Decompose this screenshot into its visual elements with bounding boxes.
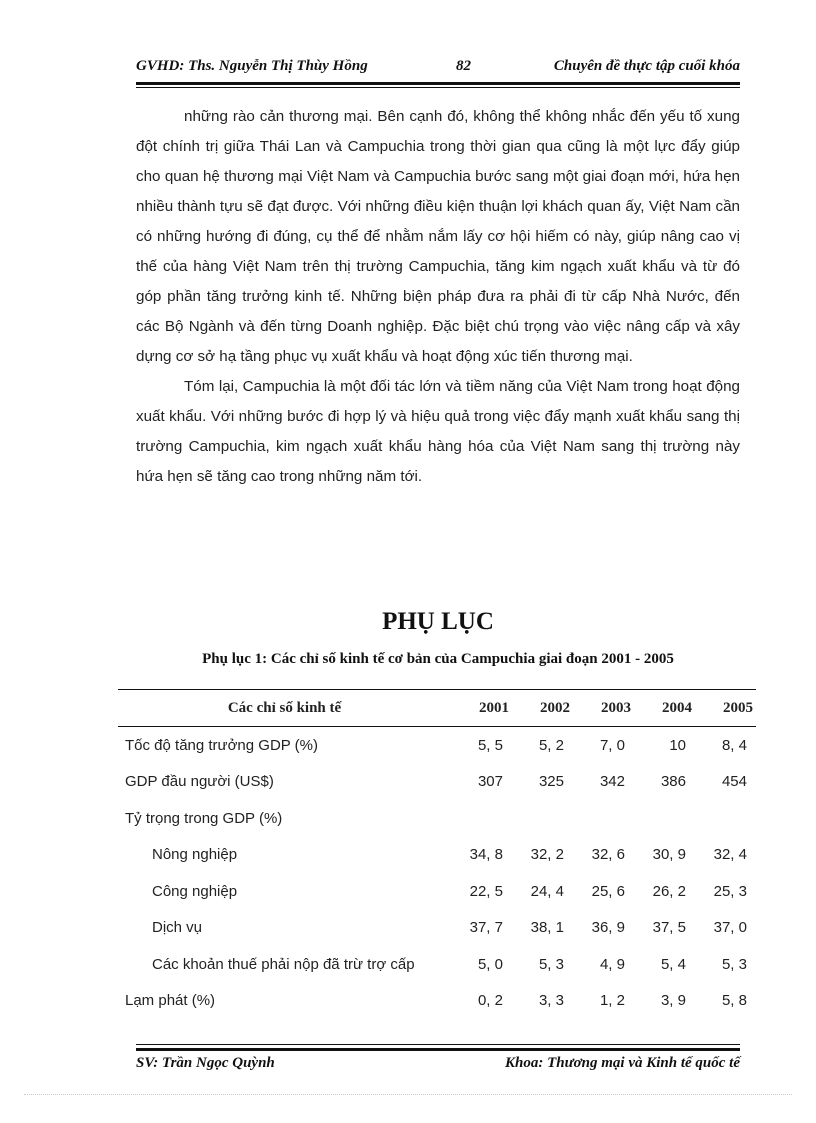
table-row: [118, 946, 756, 983]
table-cell: 38, 1: [530, 919, 564, 937]
table-cell: 325: [538, 773, 564, 791]
table-cell: [451, 800, 512, 837]
column-header-year: 2001: [451, 690, 512, 727]
table-cell: 37, 0: [713, 919, 747, 937]
table-cell: 5, 8: [721, 992, 747, 1010]
column-header-year: 2005: [695, 690, 756, 727]
header-rule-thin: [136, 87, 740, 88]
table-cell: 34, 8: [469, 846, 503, 864]
table-cell: 36, 9: [591, 919, 625, 937]
table-cell: 32, 4: [713, 846, 747, 864]
table-cell: 5, 0: [477, 955, 503, 973]
row-label: Tốc độ tăng trưởng GDP (%): [125, 736, 319, 754]
table-cell: [634, 800, 695, 837]
table-cell: 26, 2: [652, 882, 686, 900]
table-row: [118, 764, 756, 801]
row-label: GDP đầu người (US$): [125, 773, 274, 791]
table-row: [118, 837, 756, 874]
table-cell: 3, 3: [538, 992, 564, 1010]
table-row: [118, 800, 756, 837]
table-cell: 342: [599, 773, 625, 791]
table-cell: 4, 9: [599, 955, 625, 973]
footer-rule-thin: [136, 1044, 740, 1045]
table-cell: 5, 3: [721, 955, 747, 973]
table-cell: 32, 6: [591, 846, 625, 864]
economic-indicators-table: [118, 689, 756, 1019]
row-label: Nông nghiệp: [152, 846, 238, 864]
column-header-year: 2002: [512, 690, 573, 727]
table-cell: 5, 2: [538, 736, 564, 754]
appendix-title: PHỤ LỤC: [382, 608, 494, 635]
body-text: [136, 102, 740, 492]
table-cell: 32, 2: [530, 846, 564, 864]
row-label: Lạm phát (%): [125, 992, 216, 1010]
row-label: Các khoản thuế phải nộp đã trừ trợ cấp: [152, 955, 415, 973]
table-cell: 8, 4: [721, 736, 747, 754]
header-rule-thick: [136, 82, 740, 85]
table-cell: 25, 6: [591, 882, 625, 900]
table-cell: 5, 3: [538, 955, 564, 973]
footer-rule-thick: [136, 1048, 740, 1051]
row-label: Dịch vụ: [152, 919, 203, 937]
table-cell: 0, 2: [477, 992, 503, 1010]
footer-faculty: Khoa: Thương mại và Kinh tế quốc tế: [505, 1055, 740, 1071]
table-cell: 1, 2: [599, 992, 625, 1010]
table-cell: 25, 3: [713, 882, 747, 900]
row-label: Tỷ trọng trong GDP (%): [125, 809, 283, 827]
table-cell: 5, 4: [660, 955, 686, 973]
table-cell: 386: [660, 773, 686, 791]
table-cell: 10: [669, 736, 686, 754]
table-cell: 454: [721, 773, 747, 791]
table-cell: 307: [477, 773, 503, 791]
footer-student: SV: Trần Ngọc Quỳnh: [136, 1055, 275, 1071]
row-label: Công nghiệp: [152, 882, 238, 900]
appendix-subtitle: Phụ lục 1: Các chỉ số kinh tế cơ bản của Campuchia giai đoạn 2001 - 2005: [202, 651, 674, 667]
table-cell: 30, 9: [652, 846, 686, 864]
table-cell: [695, 800, 756, 837]
page-number: 82: [456, 58, 471, 74]
table-cell: [573, 800, 634, 837]
table-cell: 3, 9: [660, 992, 686, 1010]
table-cell: 37, 7: [469, 919, 503, 937]
table-header-row: [118, 690, 756, 727]
table-row: [118, 727, 756, 764]
column-header-year: 2004: [634, 690, 695, 727]
table-row: [118, 873, 756, 910]
table-cell: 37, 5: [652, 919, 686, 937]
header-document-title: Chuyên đề thực tập cuối khóa: [553, 58, 740, 74]
table-cell: 5, 5: [477, 736, 503, 754]
table-cell: 7, 0: [599, 736, 625, 754]
header-advisor: GVHD: Ths. Nguyễn Thị Thùy Hồng: [136, 58, 368, 74]
table-cell: [512, 800, 573, 837]
body-paragraph: những rào cản thương mại. Bên cạnh đó, không thể không nhắc đến yếu tố xung đột chính trị giữa Thái Lan và Campuchia trong thời gian qua cũng là một lực đẩy giúp cho quan hệ thương mại Việt Nam và Campuchia bước sang một giai đoạn mới, hứa hẹn nhiều thành tựu sẽ đạt được. Với những điều kiện thuận lợi khách quan ấy, Việt Nam cần có những hướng đi đúng, cụ thể để nhằm nắm lấy cơ hội hiếm có này, giúp nâng cao vị thế của hàng Việt Nam trên thị trường Campuchia, tăng kim ngạch xuất khẩu và từ đó góp phần tăng trưởng kinh tế. Những biện pháp đưa ra phải đi từ cấp Nhà Nước, đến các Bộ Ngành và đến từng Doanh nghiệp. Đặc biệt chú trọng vào việc nâng cấp và xây dựng cơ sở hạ tầng phục vụ xuất khẩu và hoạt động xúc tiến thương mại.: [136, 108, 740, 365]
column-header-year: 2003: [573, 690, 634, 727]
body-paragraph: Tóm lại, Campuchia là một đối tác lớn và tiềm năng của Việt Nam trong hoạt động xuất khẩu. Với những bước đi hợp lý và hiệu quả trong việc đẩy mạnh xuất khẩu sang thị trường Campuchia, kim ngạch xuất khẩu hàng hóa của Việt Nam sang thị trường này hứa hẹn sẽ tăng cao trong những năm tới.: [136, 378, 740, 485]
column-header-indicator: Các chỉ số kinh tế: [118, 690, 451, 727]
table-row: [118, 910, 756, 947]
table-cell: 22, 5: [469, 882, 503, 900]
table-row: [118, 983, 756, 1020]
table-cell: 24, 4: [530, 882, 564, 900]
page-edge-divider: [24, 1094, 792, 1095]
